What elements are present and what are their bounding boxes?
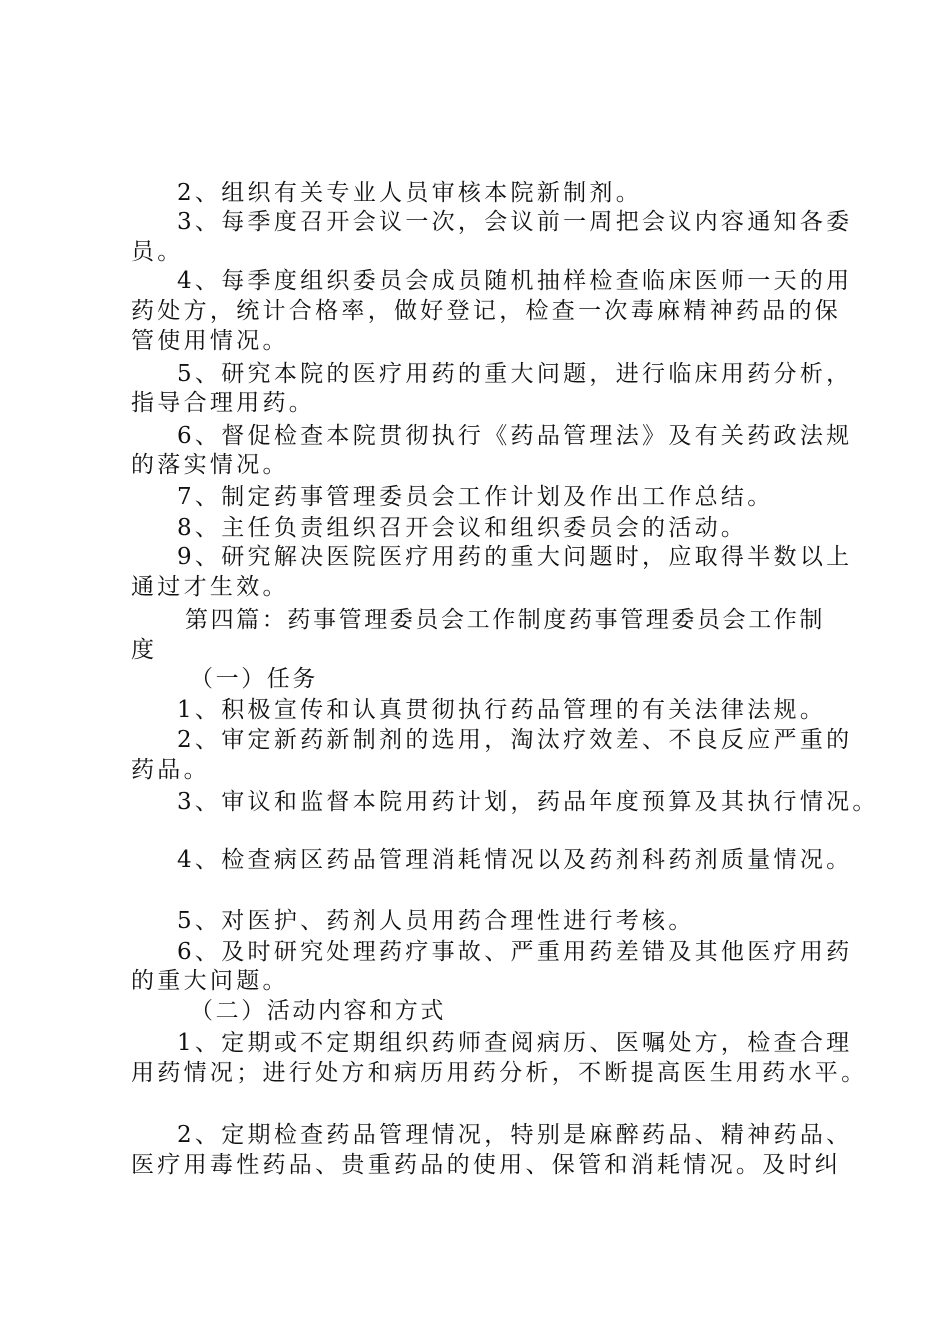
section-heading: 第四篇：药事管理委员会工作制度药事管理委员会工作制	[185, 607, 825, 633]
text-line: 用药情况；进行处方和病历用药分析，不断提高医生用药水平。	[131, 1060, 868, 1086]
text-line: 3、每季度召开会议一次，会议前一周把会议内容通知各委	[177, 209, 853, 235]
text-line: 5、对医护、药剂人员用药合理性进行考核。	[177, 908, 695, 934]
text-line: 指导合理用药。	[131, 390, 316, 416]
text-line: 2、组织有关专业人员审核本院新制剂。	[177, 180, 643, 206]
text-line: 3、审议和监督本院用药计划，药品年度预算及其执行情况。	[177, 789, 879, 815]
text-line: 2、审定新药新制剂的选用，淘汰疗效差、不良反应严重的	[177, 727, 853, 753]
text-line: 药处方，统计合格率，做好登记，检查一次毒麻精神药品的保	[131, 298, 842, 324]
text-line: 管使用情况。	[131, 328, 289, 354]
text-line: 8、主任负责组织召开会议和组织委员会的活动。	[177, 515, 748, 541]
text-line: 5、研究本院的医疗用药的重大问题，进行临床用药分析，	[177, 361, 853, 387]
text-line: 医疗用毒性药品、贵重药品的使用、保管和消耗情况。及时纠	[131, 1152, 842, 1178]
text-line: 的落实情况。	[131, 452, 289, 478]
text-line: 6、督促检查本院贯彻执行《药品管理法》及有关药政法规	[177, 423, 853, 449]
subsection-heading: （二）活动内容和方式	[190, 998, 446, 1024]
text-line: 4、每季度组织委员会成员随机抽样检查临床医师一天的用	[177, 268, 853, 294]
section-heading-continued: 度	[131, 637, 158, 663]
text-line: 4、检查病区药品管理消耗情况以及药剂科药剂质量情况。	[177, 847, 853, 873]
text-line: 9、研究解决医院医疗用药的重大问题时，应取得半数以上	[177, 544, 853, 570]
text-line: 1、定期或不定期组织药师查阅病历、医嘱处方，检查合理	[177, 1030, 853, 1056]
text-line: 的重大问题。	[131, 968, 289, 994]
subsection-heading: （一）任务	[190, 666, 318, 692]
text-line: 通过才生效。	[131, 574, 289, 600]
text-line: 2、定期检查药品管理情况，特别是麻醉药品、精神药品、	[177, 1122, 853, 1148]
text-line: 6、及时研究处理药疗事故、严重用药差错及其他医疗用药	[177, 939, 853, 965]
text-line: 员。	[131, 239, 184, 265]
text-line: 药品。	[131, 757, 210, 783]
text-line: 1、积极宣传和认真贯彻执行药品管理的有关法律法规。	[177, 697, 827, 723]
text-line: 7、制定药事管理委员会工作计划及作出工作总结。	[177, 484, 774, 510]
